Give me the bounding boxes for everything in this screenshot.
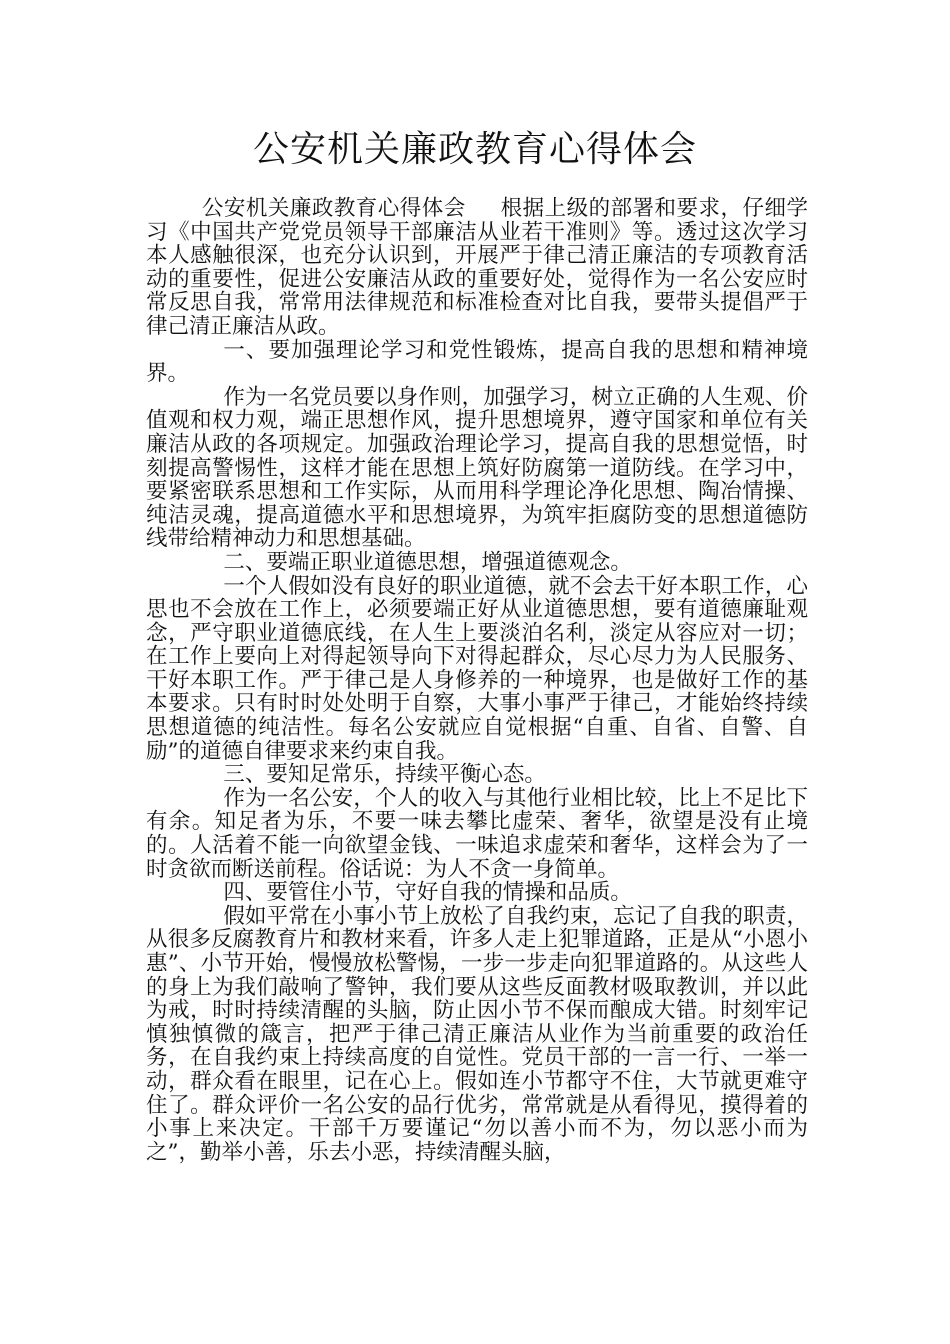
section-3-heading: 三、要知足常乐，持续平衡心态。 bbox=[223, 762, 546, 788]
section-2-body: 一个人假如没有良好的职业道德，就不会去干好本职工作，心思也不会放在工作上，必须要端正好从业道德思想，要有道德廉耻观念，严守职业道德底线，在人生上要淡泊名利，淡定从容应对一切；在工作上要向上对得起领导向下对得起群众，尽心尽力为人民服务、干好本职工作。严于律己是人身修养的一种境界，也是做好工作的基本要求。只有时时处处明于自察，大事小事严于律己，才能始终持续思想道德的纯洁性。每名公安就应自觉根据“自重、自省、自警、自励”的道德自律要求来约束自我。 bbox=[146, 573, 808, 764]
section-3-body: 作为一名公安，个人的收入与其他行业相比较，比上不足比下有余。知足者为乐，不要一味去攀比虚荣、奢华，欲望是没有止境的。人活着不能一向欲望金钱、一味追求虚荣和奢华，这样会为了一时贪欲而断送前程。俗话说：为人不贪一身简单。 bbox=[146, 785, 808, 882]
section-1-heading: 一、要加强理论学习和党性锻炼，提高自我的思想和精神境界。 bbox=[146, 337, 808, 387]
section-4-body: 假如平常在小事小节上放松了自我约束，忘记了自我的职责，从很多反腐教育片和教材来看，许多人走上犯罪道路，正是从“小恩小惠”、小节开始，慢慢放松警惕，一步一步走向犯罪道路的。从这些人的身上为我们敲响了警钟，我们要从这些反面教材吸取教训，并以此为戒，时时持续清醒的头脑，防止因小节不保而酿成大错。时刻牢记慎独慎微的箴言，把严于律己清正廉洁从业作为当前重要的政治任务，在自我约束上持续高度的自觉性。党员干部的一言一行、一举一动，群众看在眼里，记在心上。假如连小节都守不住，大节就更难守住了。群众评价一名公安的品行优劣，常常就是从看得见，摸得着的小事上来决定。干部千万要谨记“勿以善小而不为，勿以恶小而为之”，勤举小善，乐去小恶，持续清醒头脑， bbox=[146, 903, 808, 1165]
intro-text: 根据上级的部署和要求，仔细学习《中国共产党党员领导干部廉洁从业若干准则》等。透过这次学习本人感触很深，也充分认识到，开展严于律己清正廉洁的专项教育活动的重要性，促进公安廉洁从政的重要好处，觉得作为一名公安应时常反思自我，常常用法律规范和标准检查对比自我，要带头提倡严于律己清正廉洁从政。 bbox=[146, 196, 808, 339]
intro-paragraph bbox=[146, 197, 808, 339]
document-title: 公安机关廉政教育心得体会 bbox=[252, 129, 697, 170]
section-1-body: 作为一名党员要以身作则，加强学习，树立正确的人生观、价值观和权力观，端正思想作风，提升思想境界，遵守国家和单位有关廉洁从政的各项规定。加强政治理论学习，提高自我的思想觉悟，时刻提高警惕性，这样才能在思想上筑好防腐第一道防线。在学习中，要紧密联系思想和工作实际，从而用科学理论净化思想、陶冶情操、纯洁灵魂，提高道德水平和思想境界，为筑牢拒腐防变的思想道德防线带给精神动力和思想基础。 bbox=[146, 384, 808, 552]
section-4-heading: 四、要管住小节，守好自我的情操和品质。 bbox=[223, 880, 632, 906]
document-body bbox=[146, 197, 808, 1164]
section-2-heading: 二、要端正职业道德思想，增强道德观念。 bbox=[223, 549, 632, 575]
intro-lead: 公安机关廉政教育心得体会 bbox=[201, 196, 466, 221]
